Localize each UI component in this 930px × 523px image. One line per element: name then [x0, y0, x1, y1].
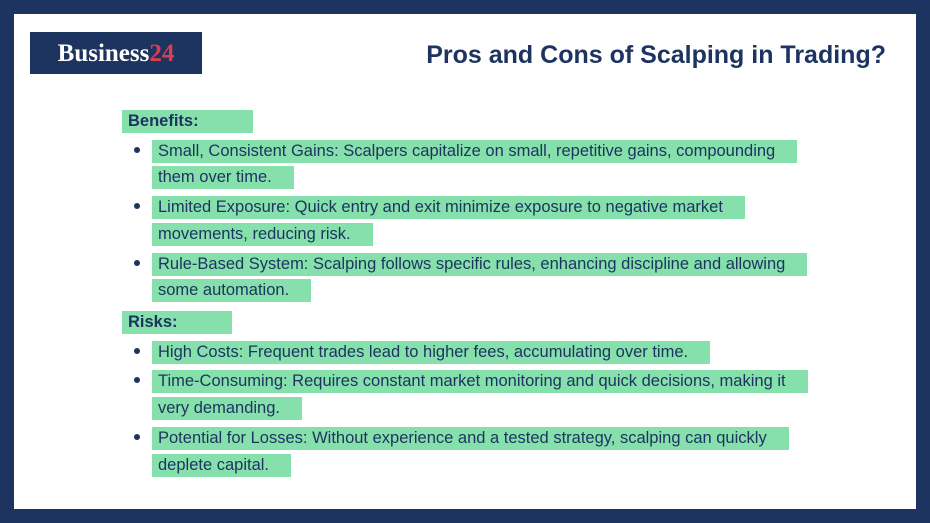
bullet-dot-icon [134, 260, 140, 266]
logo [30, 32, 202, 74]
list-item [122, 138, 812, 191]
bullet-dot-icon [134, 203, 140, 209]
benefits-list [122, 138, 916, 304]
logo-accent-text: 24 [149, 39, 175, 67]
section-heading-text: Benefits: [122, 110, 253, 133]
slide-body [14, 86, 916, 478]
list-item [122, 425, 812, 478]
list-item-text: Rule-Based System: Scalping follows specific rules, enhancing discipline and allowing some automation. [152, 253, 807, 303]
list-item [122, 194, 812, 247]
bullet-dot-icon [134, 348, 140, 354]
list-item-text: High Costs: Frequent trades lead to higher fees, accumulating over time. [152, 341, 710, 364]
logo-wordmark [58, 41, 175, 66]
list-item-text: Potential for Losses: Without experience and a tested strategy, scalping can quickly deplete capital. [152, 427, 789, 477]
page-title: Pros and Cons of Scalping in Trading? [426, 41, 886, 69]
list-item-text: Time-Consuming: Requires constant market monitoring and quick decisions, making it very demanding. [152, 370, 808, 420]
section-heading-text: Risks: [122, 311, 232, 334]
list-item [122, 339, 812, 366]
slide-header [14, 14, 916, 86]
list-item [122, 251, 812, 304]
section-heading [122, 309, 916, 336]
list-item-text: Small, Consistent Gains: Scalpers capitalize on small, repetitive gains, compounding them over time. [152, 140, 797, 190]
slide-canvas [14, 14, 916, 509]
risks-list [122, 339, 916, 479]
bullet-dot-icon [134, 434, 140, 440]
bullet-dot-icon [134, 377, 140, 383]
section-risks [122, 309, 916, 478]
list-item-text: Limited Exposure: Quick entry and exit minimize exposure to negative market movements, reducing risk. [152, 196, 745, 246]
logo-main-text: Business [57, 39, 150, 67]
bullet-dot-icon [134, 147, 140, 153]
section-heading [122, 108, 916, 135]
list-item [122, 368, 812, 421]
section-benefits [122, 108, 916, 304]
